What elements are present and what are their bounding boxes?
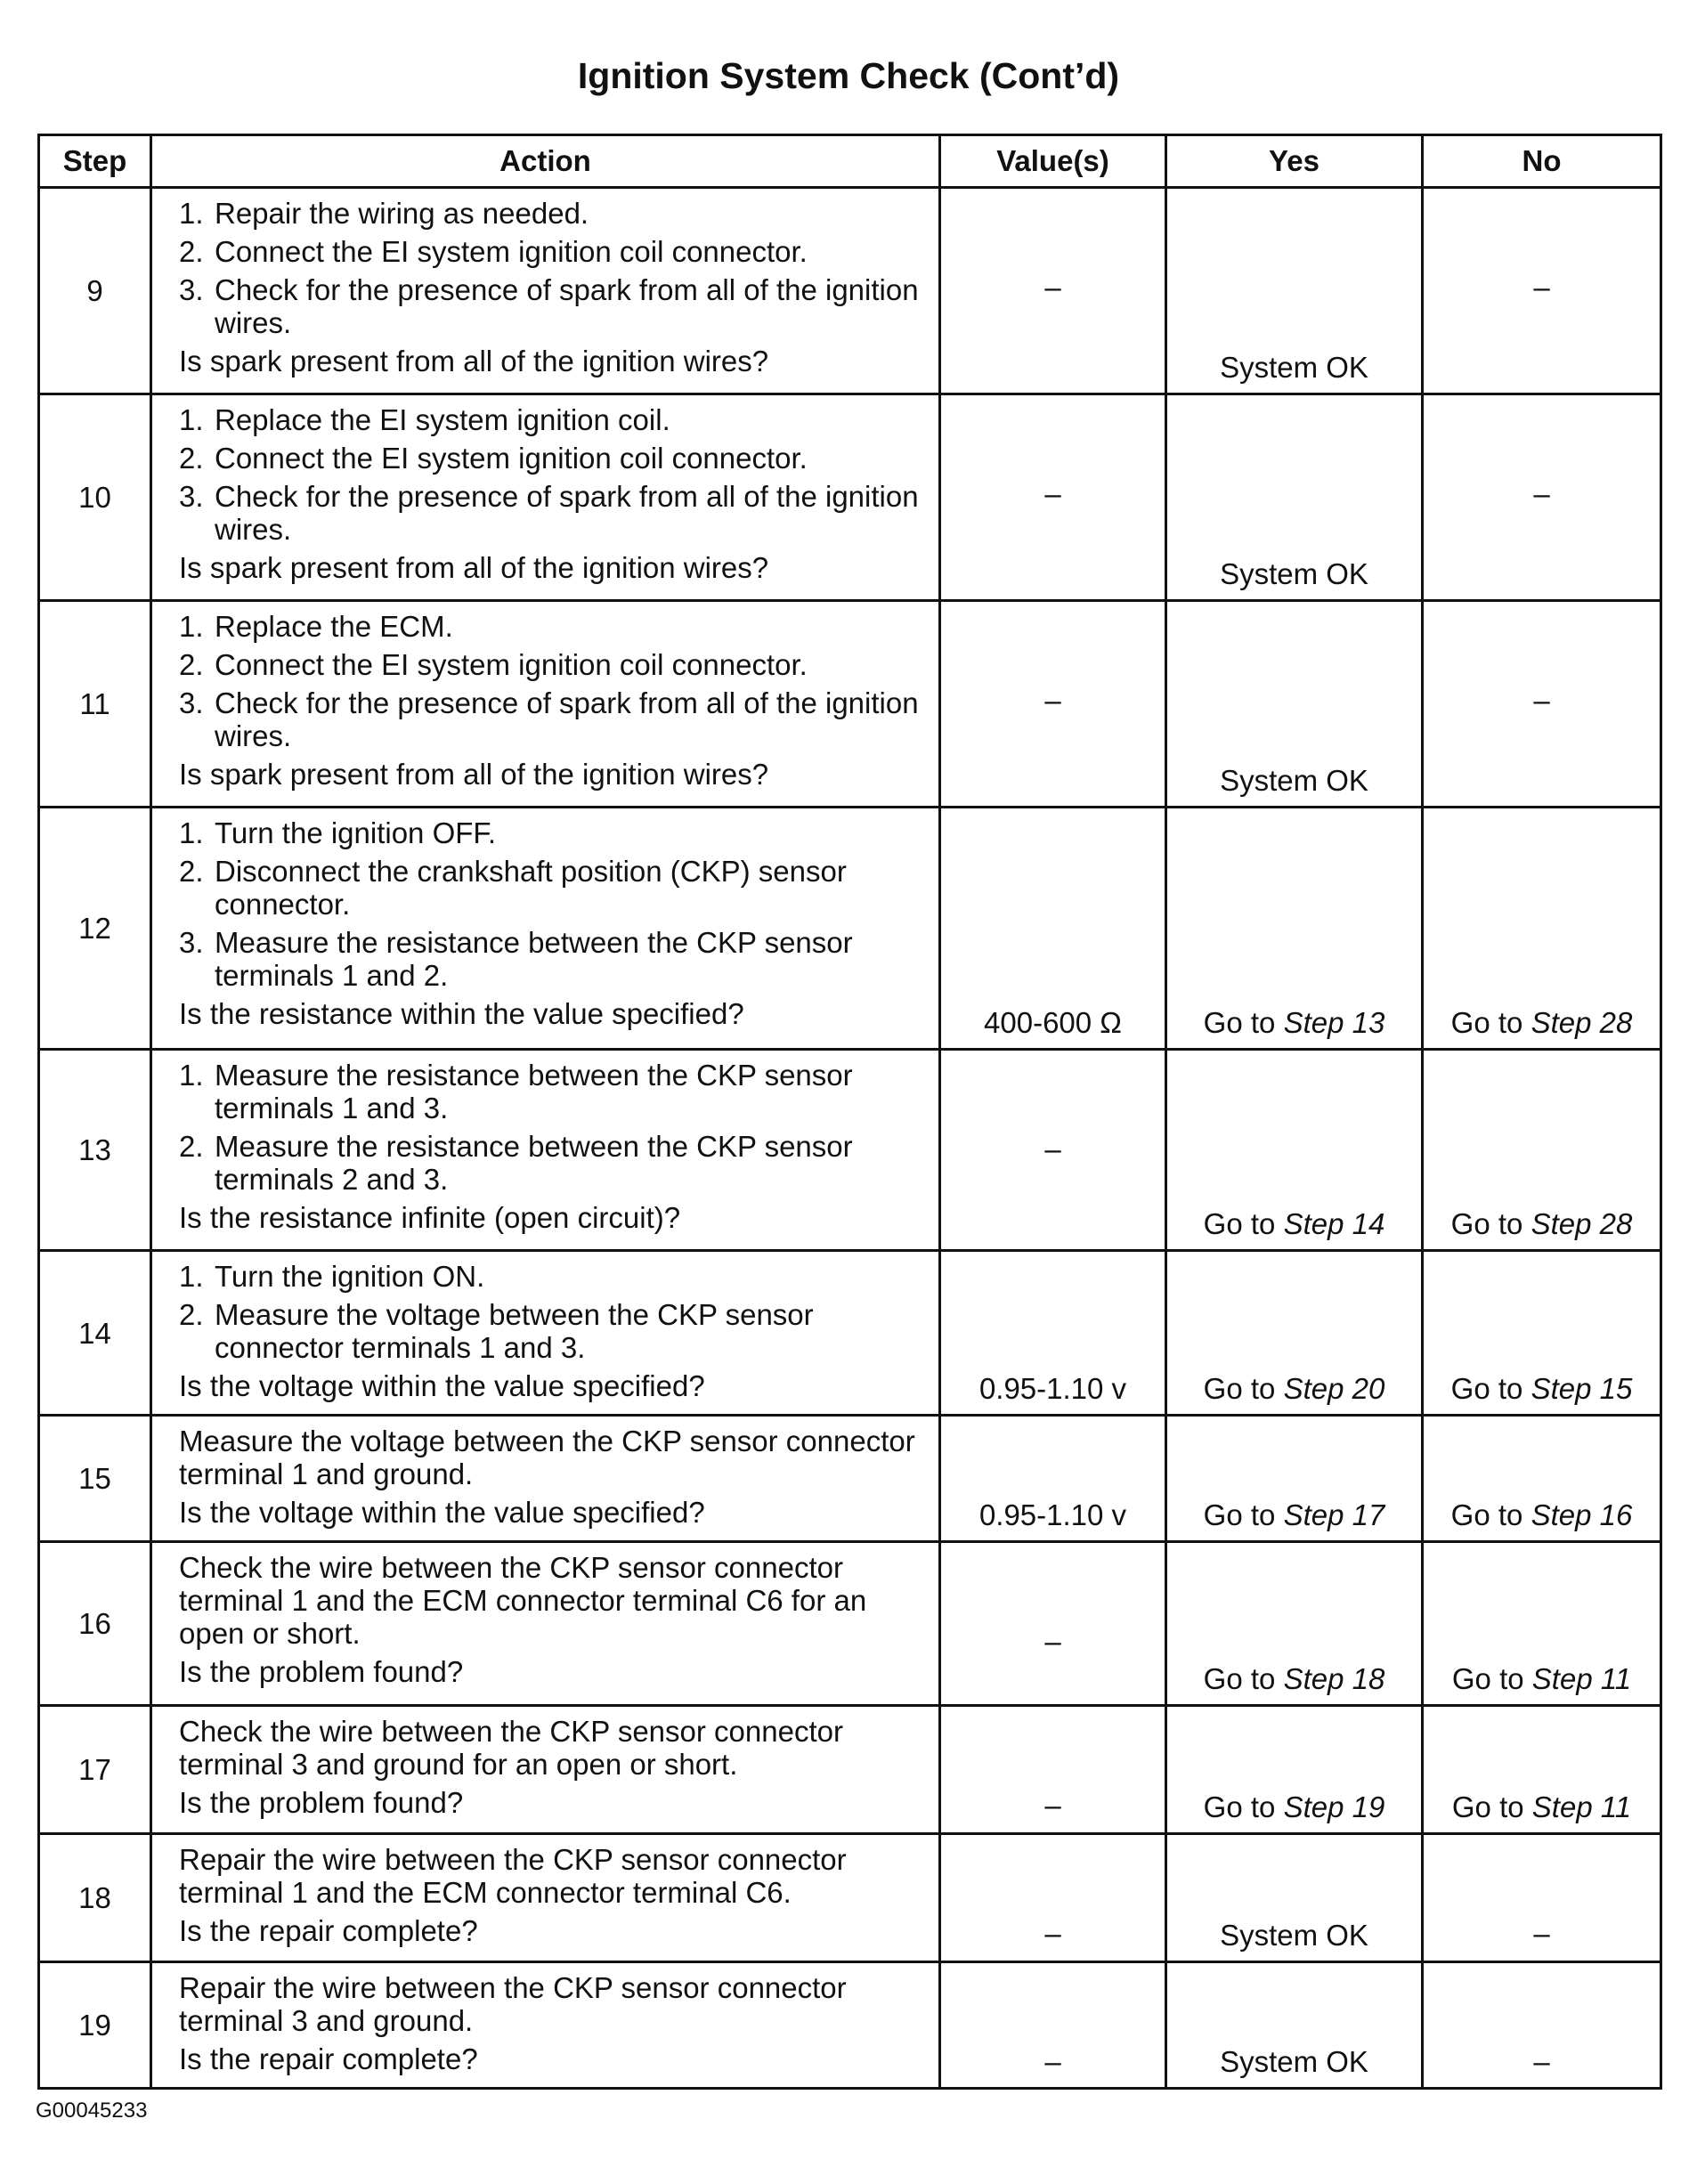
action-step-number: 2.	[179, 855, 204, 888]
header-action: Action	[151, 135, 940, 188]
value-cell	[940, 1416, 1166, 1542]
action-step	[179, 855, 926, 921]
yes-result-cell	[1166, 1416, 1423, 1542]
no-result: Go to Step 11	[1451, 1790, 1632, 1823]
value: –	[1044, 1133, 1061, 1165]
no-result: Go to Step 28	[1450, 1006, 1633, 1039]
action-text: Measure the voltage between the CKP sensor connector terminal 1 and ground.	[179, 1425, 915, 1490]
yes-result: Go to Step 20	[1203, 1372, 1385, 1405]
no-result-cell	[1423, 188, 1661, 394]
action-question: Is spark present from all of the ignition wires?	[179, 758, 769, 791]
action-step-text: Repair the wiring as needed.	[215, 197, 589, 230]
table-row	[39, 1542, 1661, 1706]
action-step	[179, 403, 926, 436]
table-row	[39, 1706, 1661, 1834]
action-step	[179, 273, 926, 339]
no-result: Go to Step 28	[1450, 1207, 1633, 1240]
no-result-cell	[1423, 1416, 1661, 1542]
action-step	[179, 610, 926, 643]
action-step-number: 3.	[179, 926, 204, 959]
action-step-number: 2.	[179, 235, 204, 268]
no-result-cell	[1423, 1834, 1661, 1962]
table-row	[39, 1416, 1661, 1542]
value-cell	[940, 394, 1166, 601]
action-step	[179, 1130, 926, 1196]
yes-result-cell	[1166, 394, 1423, 601]
action-step-number: 2.	[179, 648, 204, 681]
no-result-cell	[1423, 1251, 1661, 1416]
no-result: –	[1533, 477, 1550, 510]
no-result: Go to Step 11	[1451, 1662, 1632, 1695]
header-yes: Yes	[1166, 135, 1423, 188]
yes-result-cell	[1166, 601, 1423, 808]
value-cell	[940, 1542, 1166, 1706]
action-step-text: Connect the EI system ignition coil connector.	[215, 235, 808, 268]
no-result: –	[1533, 271, 1550, 304]
action-cell	[151, 808, 940, 1050]
yes-result-cell	[1166, 1251, 1423, 1416]
action-cell	[151, 601, 940, 808]
value: –	[1044, 271, 1061, 304]
value-cell	[940, 1251, 1166, 1416]
yes-result: System OK	[1220, 764, 1368, 797]
yes-result-cell	[1166, 1542, 1423, 1706]
no-result: –	[1533, 684, 1550, 717]
yes-result-cell	[1166, 1050, 1423, 1251]
action-cell	[151, 394, 940, 601]
action-step-number: 1.	[179, 610, 204, 643]
action-question: Is spark present from all of the ignition wires?	[179, 551, 769, 584]
action-cell	[151, 1050, 940, 1251]
table-row	[39, 1962, 1661, 2089]
action-step	[179, 926, 926, 992]
value-cell	[940, 188, 1166, 394]
action-question: Is the repair complete?	[179, 2042, 478, 2075]
step-number: 11	[39, 601, 151, 808]
table-row	[39, 1251, 1661, 1416]
action-question: Is the resistance infinite (open circuit)?	[179, 1201, 681, 1234]
action-step-number: 3.	[179, 273, 204, 306]
step-number: 18	[39, 1834, 151, 1962]
action-text: Check the wire between the CKP sensor connector terminal 3 and ground for an open or short.	[179, 1715, 843, 1781]
table-row	[39, 1834, 1661, 1962]
value: 0.95-1.10 v	[978, 1372, 1127, 1405]
figure-id: G00045233	[36, 2099, 148, 2123]
step-number: 12	[39, 808, 151, 1050]
header-values: Value(s)	[940, 135, 1166, 188]
no-result-cell	[1423, 394, 1661, 601]
table-row	[39, 808, 1661, 1050]
value-cell	[940, 1962, 1166, 2089]
value: –	[1044, 2045, 1061, 2078]
action-step-text: Measure the resistance between the CKP sensor terminals 1 and 2.	[215, 926, 853, 992]
action-text: Repair the wire between the CKP sensor connector terminal 3 and ground.	[179, 1971, 847, 2037]
action-step	[179, 816, 926, 849]
action-step-number: 2.	[179, 1130, 204, 1163]
action-step-number: 1.	[179, 403, 204, 436]
no-result-cell	[1423, 1542, 1661, 1706]
action-step	[179, 1260, 926, 1293]
action-step-text: Connect the EI system ignition coil connector.	[215, 442, 808, 475]
action-text: Repair the wire between the CKP sensor connector terminal 1 and the ECM connector terminal C6.	[179, 1843, 847, 1909]
no-result: –	[1533, 2045, 1550, 2078]
no-result: Go to Step 15	[1450, 1372, 1633, 1405]
action-question: Is the problem found?	[179, 1786, 464, 1819]
action-step-text: Measure the voltage between the CKP sensor connector terminals 1 and 3.	[215, 1298, 814, 1364]
action-cell	[151, 1416, 940, 1542]
value-cell	[940, 601, 1166, 808]
table-row	[39, 1050, 1661, 1251]
action-question: Is the repair complete?	[179, 1914, 478, 1947]
action-cell	[151, 1706, 940, 1834]
value-cell	[940, 1706, 1166, 1834]
action-step	[179, 686, 926, 752]
yes-result: Go to Step 13	[1203, 1006, 1385, 1039]
action-question: Is spark present from all of the ignition wires?	[179, 345, 769, 378]
action-cell	[151, 1251, 940, 1416]
action-step	[179, 1059, 926, 1124]
yes-result: System OK	[1220, 351, 1368, 384]
action-step	[179, 235, 926, 268]
yes-result-cell	[1166, 1962, 1423, 2089]
no-result-cell	[1423, 601, 1661, 808]
value: –	[1044, 684, 1061, 717]
action-step-text: Replace the ECM.	[215, 610, 453, 643]
action-step	[179, 197, 926, 230]
yes-result: Go to Step 19	[1203, 1790, 1385, 1823]
value: –	[1044, 1917, 1061, 1950]
page-title: Ignition System Check (Cont’d)	[577, 55, 1120, 96]
action-step-text: Replace the EI system ignition coil.	[215, 403, 670, 436]
yes-result: Go to Step 14	[1203, 1207, 1385, 1240]
action-cell	[151, 1962, 940, 2089]
no-result-cell	[1423, 1962, 1661, 2089]
ignition-check-table	[37, 134, 1662, 2090]
value: 400-600 Ω	[984, 1006, 1122, 1039]
action-step-text: Disconnect the crankshaft position (CKP) sensor connector.	[215, 855, 847, 921]
action-step	[179, 648, 926, 681]
value: –	[1044, 1789, 1061, 1822]
value-cell	[940, 808, 1166, 1050]
action-step-text: Measure the resistance between the CKP sensor terminals 1 and 3.	[215, 1059, 853, 1124]
yes-result: Go to Step 17	[1203, 1498, 1385, 1531]
action-step-number: 1.	[179, 1059, 204, 1092]
yes-result-cell	[1166, 1834, 1423, 1962]
action-step-text: Connect the EI system ignition coil connector.	[215, 648, 808, 681]
action-step-number: 2.	[179, 1298, 204, 1331]
step-number: 15	[39, 1416, 151, 1542]
action-step-text: Turn the ignition OFF.	[215, 816, 497, 849]
action-step-number: 1.	[179, 816, 204, 849]
value-cell	[940, 1834, 1166, 1962]
action-question: Is the voltage within the value specified?	[179, 1496, 705, 1529]
step-number: 13	[39, 1050, 151, 1251]
value: –	[1044, 477, 1061, 510]
action-cell	[151, 1834, 940, 1962]
action-cell	[151, 1542, 940, 1706]
action-question: Is the resistance within the value specified?	[179, 997, 744, 1030]
action-cell	[151, 188, 940, 394]
action-step-text: Check for the presence of spark from all of the ignition wires.	[215, 480, 919, 546]
table-row	[39, 188, 1661, 394]
action-step-text: Check for the presence of spark from all of the ignition wires.	[215, 686, 919, 752]
yes-result: System OK	[1220, 2045, 1368, 2078]
action-step	[179, 480, 926, 546]
action-step	[179, 1298, 926, 1364]
no-result: Go to Step 16	[1450, 1498, 1633, 1531]
yes-result: Go to Step 18	[1203, 1662, 1385, 1695]
no-result-cell	[1423, 808, 1661, 1050]
no-result: –	[1533, 1917, 1550, 1950]
header-no: No	[1423, 135, 1661, 188]
value: 0.95-1.10 v	[978, 1498, 1127, 1531]
value-cell	[940, 1050, 1166, 1251]
action-step-number: 1.	[179, 197, 204, 230]
yes-result: System OK	[1220, 557, 1368, 590]
no-result-cell	[1423, 1050, 1661, 1251]
yes-result-cell	[1166, 1706, 1423, 1834]
action-step-number: 3.	[179, 480, 204, 513]
table-body	[39, 188, 1661, 2089]
table-header-row	[39, 135, 1661, 188]
yes-result: System OK	[1220, 1919, 1368, 1952]
action-text: Check the wire between the CKP sensor connector terminal 1 and the ECM connector terminal C6 for an open or short.	[179, 1551, 867, 1650]
action-step-number: 1.	[179, 1260, 204, 1293]
table-row	[39, 601, 1661, 808]
value: –	[1044, 1625, 1061, 1658]
yes-result-cell	[1166, 808, 1423, 1050]
action-question: Is the problem found?	[179, 1655, 464, 1688]
step-number: 17	[39, 1706, 151, 1834]
step-number: 10	[39, 394, 151, 601]
table-row	[39, 394, 1661, 601]
step-number: 19	[39, 1962, 151, 2089]
action-step-number: 3.	[179, 686, 204, 719]
yes-result-cell	[1166, 188, 1423, 394]
step-number: 14	[39, 1251, 151, 1416]
action-step-text: Check for the presence of spark from all of the ignition wires.	[215, 273, 919, 339]
step-number: 9	[39, 188, 151, 394]
step-number: 16	[39, 1542, 151, 1706]
action-step	[179, 442, 926, 475]
header-step: Step	[39, 135, 151, 188]
action-step-text: Measure the resistance between the CKP sensor terminals 2 and 3.	[215, 1130, 853, 1196]
action-step-text: Turn the ignition ON.	[215, 1260, 485, 1293]
action-question: Is the voltage within the value specified?	[179, 1369, 705, 1402]
no-result-cell	[1423, 1706, 1661, 1834]
action-step-number: 2.	[179, 442, 204, 475]
